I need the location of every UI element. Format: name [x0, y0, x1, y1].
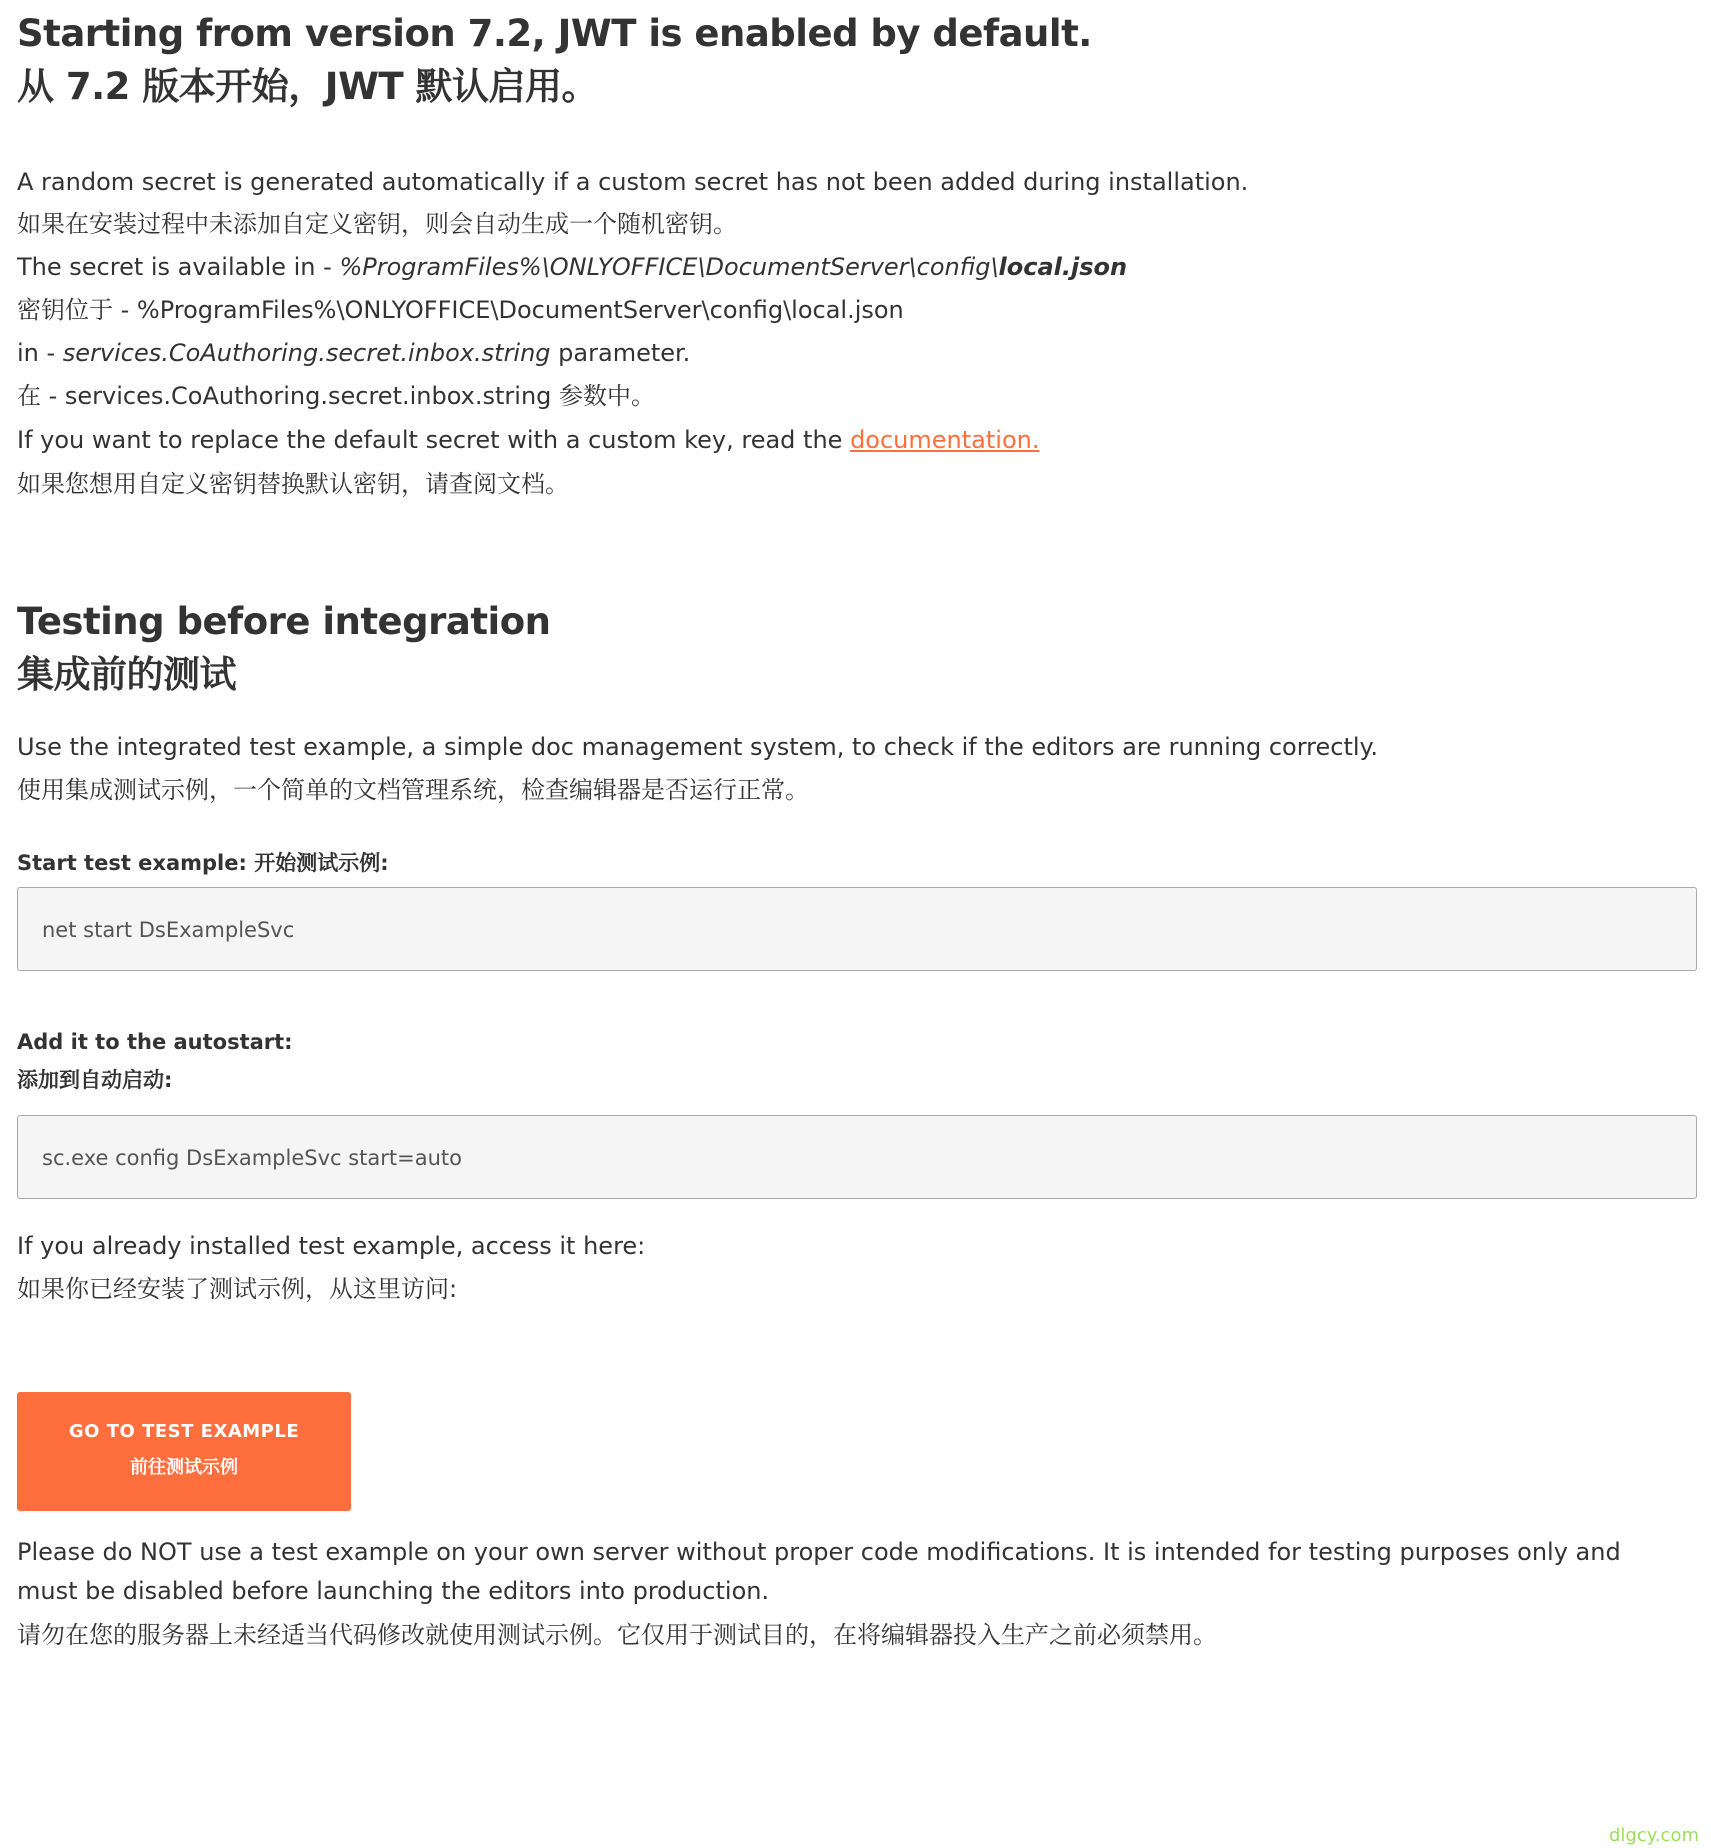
testing-heading-cn: 集成前的测试 — [17, 653, 236, 696]
secret-param-name: services.CoAuthoring.secret.inbox.string — [62, 339, 551, 367]
start-command-box[interactable]: net start DsExampleSvc — [17, 887, 1697, 971]
autostart-label-en: Add it to the autostart: — [17, 1030, 293, 1054]
page-content — [17, 0, 1697, 1659]
documentation-link[interactable]: documentation. — [850, 426, 1040, 454]
replace-secret-text-en — [17, 419, 1697, 461]
start-test-label: Start test example: 开始测试示例: — [17, 851, 389, 875]
testing-heading-en: Testing before integration — [17, 600, 551, 643]
autostart-label-cn: 添加到自动启动: — [17, 1068, 173, 1092]
go-to-test-example-button[interactable] — [17, 1392, 351, 1511]
warning-text-en: Please do NOT use a test example on your own server without proper code modifications. It is intended for testing purposes only and must be disabled before launching the editors into production. — [17, 1538, 1621, 1605]
secret-param-suffix: parameter. — [550, 339, 691, 367]
secret-param-text-cn: 在 - services.CoAuthoring.secret.inbox.string 参数中。 — [17, 382, 656, 410]
warning-text-cn: 请勿在您的服务器上未经适当代码修改就使用测试示例。它仅用于测试目的，在将编辑器投入生产之前必须禁用。 — [17, 1621, 1217, 1649]
jwt-heading-cn: 从 7.2 版本开始，JWT 默认启用。 — [17, 65, 599, 108]
watermark: dlgcy.com — [1609, 1825, 1699, 1846]
access-text-cn: 如果你已经安装了测试示例，从这里访问: — [17, 1275, 458, 1303]
autostart-command-box[interactable]: sc.exe config DsExampleSvc start=auto — [17, 1115, 1697, 1199]
secret-location-file: local.json — [998, 253, 1128, 281]
secret-location-path: %ProgramFiles%\ONLYOFFICE\DocumentServer\config\ — [339, 253, 999, 281]
random-secret-text-cn: 如果在安装过程中未添加自定义密钥，则会自动生成一个随机密钥。 — [17, 210, 737, 238]
go-to-test-example-label-cn: 前往测试示例 — [130, 1457, 238, 1478]
jwt-heading-en: Starting from version 7.2, JWT is enabled by default. — [17, 12, 1092, 55]
testing-desc-en: Use the integrated test example, a simple doc management system, to check if the editors are running correctly. — [17, 733, 1378, 761]
go-to-test-example-label-en: GO TO TEST EXAMPLE — [68, 1421, 300, 1442]
secret-location-text-en — [17, 247, 1697, 288]
secret-location-text-cn: 密钥位于 - %ProgramFiles%\ONLYOFFICE\DocumentServer\config\local.json — [17, 296, 904, 324]
secret-location-prefix: The secret is available in - — [17, 253, 340, 281]
replace-secret-prefix: If you want to replace the default secret with a custom key, read the — [17, 426, 851, 454]
random-secret-text-en: A random secret is generated automatically if a custom secret has not been added during installation. — [17, 168, 1249, 196]
secret-param-prefix: in - — [17, 339, 63, 367]
secret-param-text-en — [17, 333, 1697, 374]
testing-desc-cn: 使用集成测试示例，一个简单的文档管理系统，检查编辑器是否运行正常。 — [17, 776, 809, 804]
access-text-en: If you already installed test example, access it here: — [17, 1232, 646, 1260]
replace-secret-text-cn: 如果您想用自定义密钥替换默认密钥，请查阅文档。 — [17, 470, 569, 498]
